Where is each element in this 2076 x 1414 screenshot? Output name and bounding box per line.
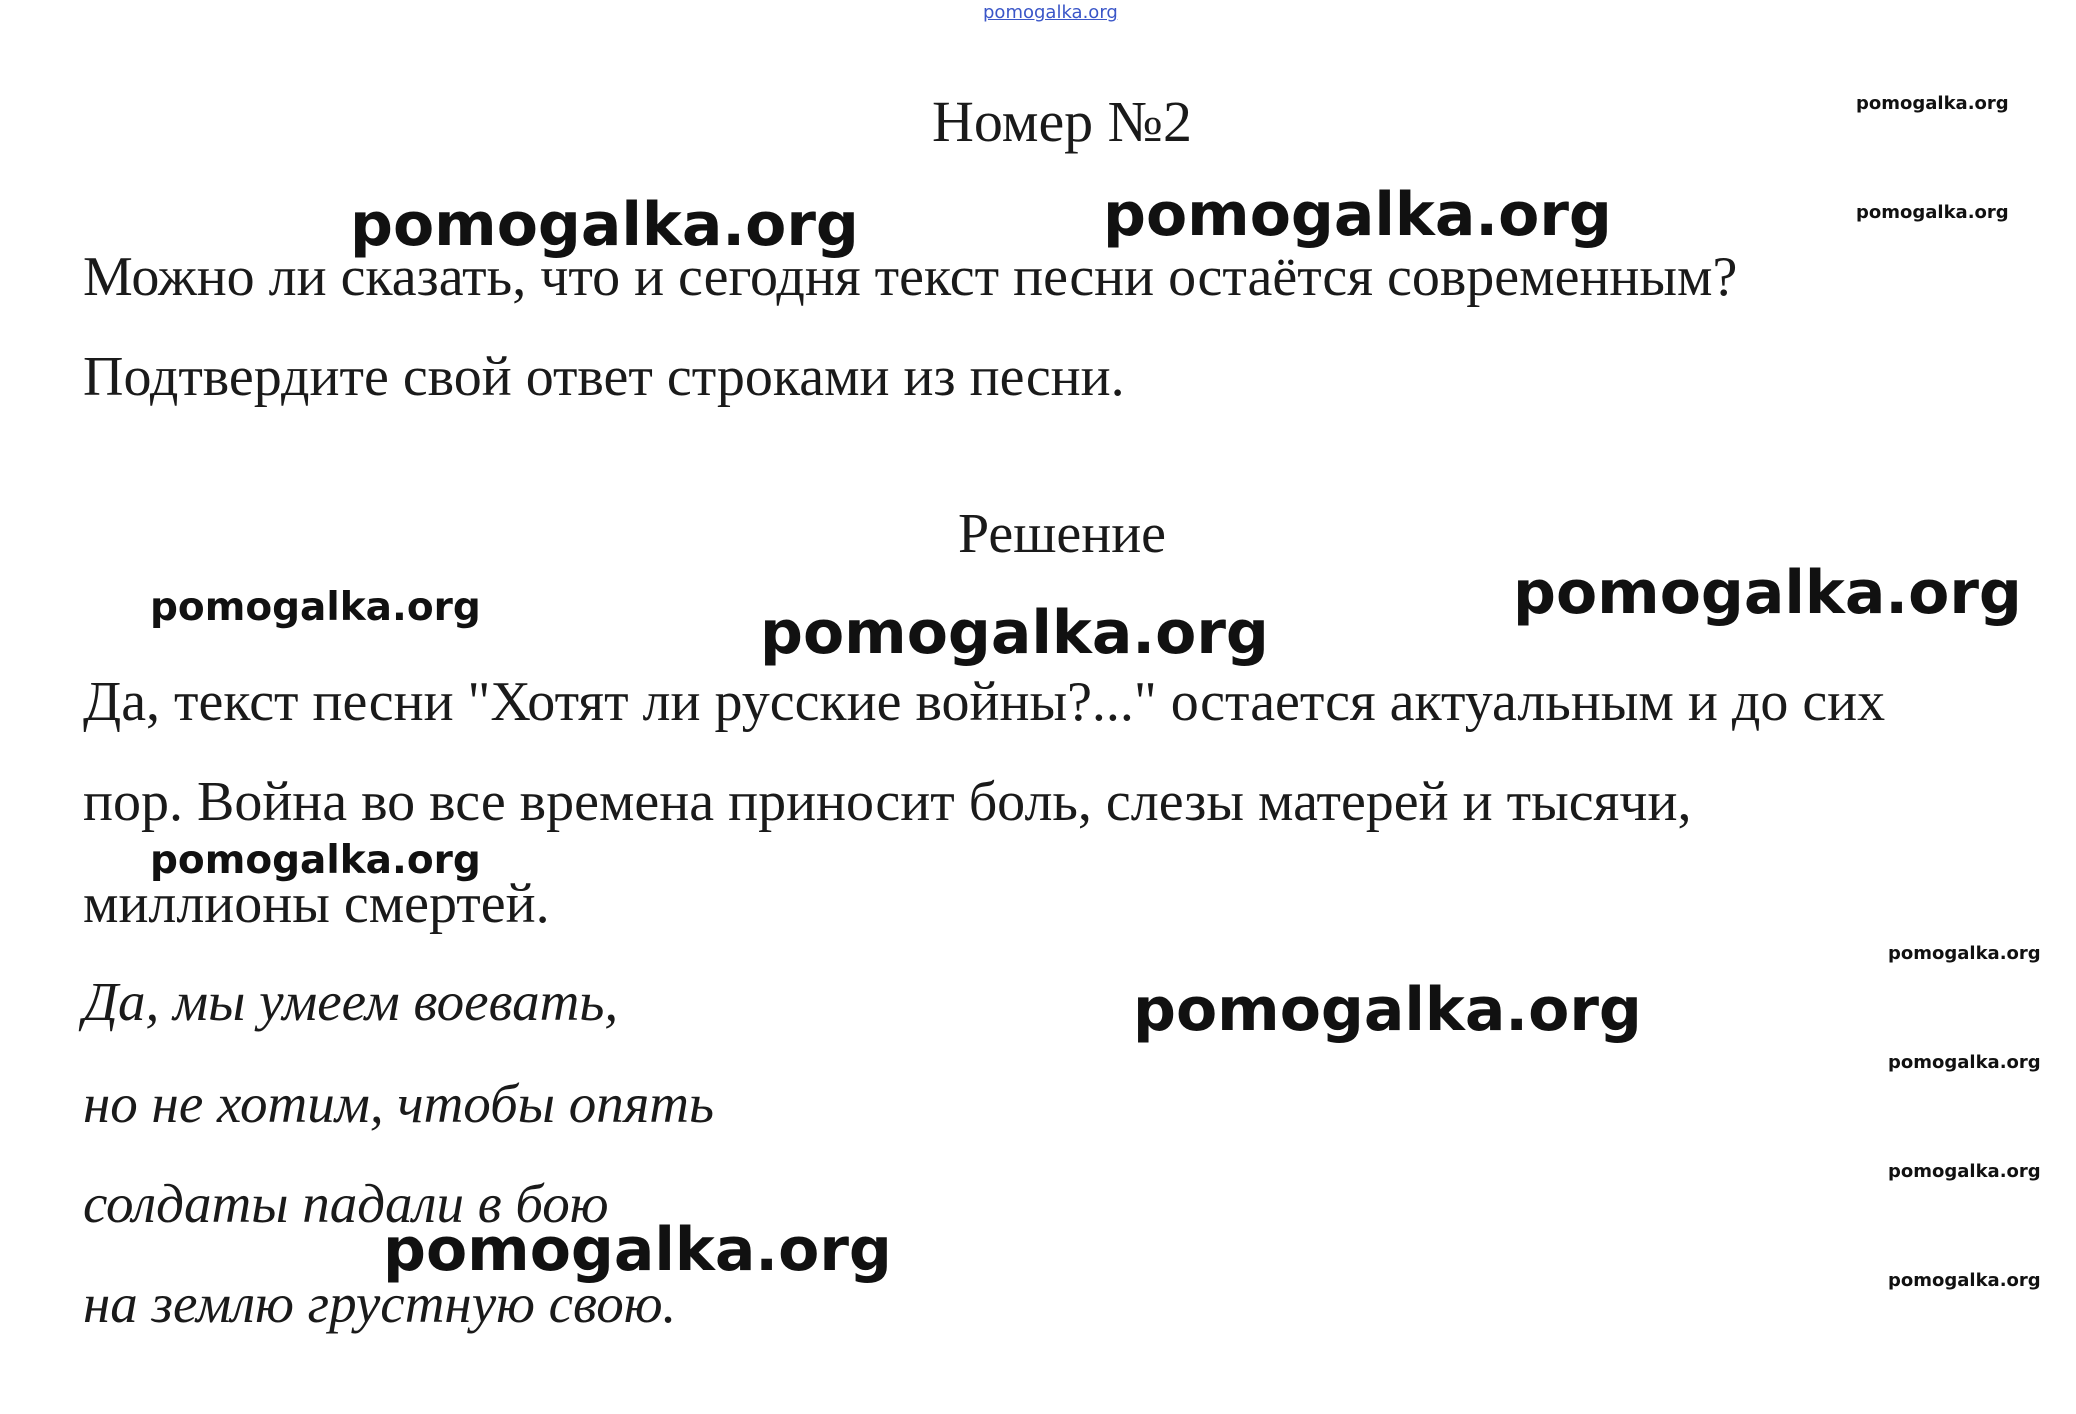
- solution-title: Решение: [957, 503, 1167, 565]
- quote-line-2: но не хотим, чтобы опять: [83, 1073, 715, 1134]
- answer-line-2: пор. Война во все времена приносит боль, слезы матерей и тысячи,: [83, 771, 1692, 833]
- quote-line-1: Да, мы умеем воевать,: [83, 971, 619, 1032]
- watermark: pomogalka.org: [350, 190, 859, 260]
- watermark: pomogalka.org: [150, 838, 481, 883]
- watermark: pomogalka.org: [1888, 1161, 2041, 1182]
- watermark: pomogalka.org: [1888, 1052, 2041, 1073]
- watermark: pomogalka.org: [1513, 558, 2022, 628]
- watermark: pomogalka.org: [1856, 202, 2009, 223]
- watermark: pomogalka.org: [150, 585, 481, 630]
- source-link[interactable]: pomogalka.org: [983, 2, 1118, 23]
- quote-line-3: солдаты падали в бою: [83, 1173, 609, 1234]
- answer-line-3: миллионы смертей.: [83, 873, 550, 935]
- watermark: pomogalka.org: [1888, 943, 2041, 964]
- watermark: pomogalka.org: [1103, 180, 1612, 250]
- watermark: pomogalka.org: [1856, 93, 2009, 114]
- task-title: Номер №2: [931, 89, 1193, 154]
- watermark: pomogalka.org: [760, 598, 1269, 668]
- answer-line-1: Да, текст песни "Хотят ли русские войны?..." остается актуальным и до сих: [83, 671, 1886, 733]
- question-line-1: Можно ли сказать, что и сегодня текст песни остаётся современным?: [83, 246, 1738, 308]
- question-line-2: Подтвердите свой ответ строками из песни.: [83, 346, 1125, 408]
- quote-line-4: на землю грустную свою.: [83, 1273, 677, 1334]
- watermark: pomogalka.org: [1133, 975, 1642, 1045]
- watermark: pomogalka.org: [1888, 1270, 2041, 1291]
- watermark: pomogalka.org: [383, 1215, 892, 1285]
